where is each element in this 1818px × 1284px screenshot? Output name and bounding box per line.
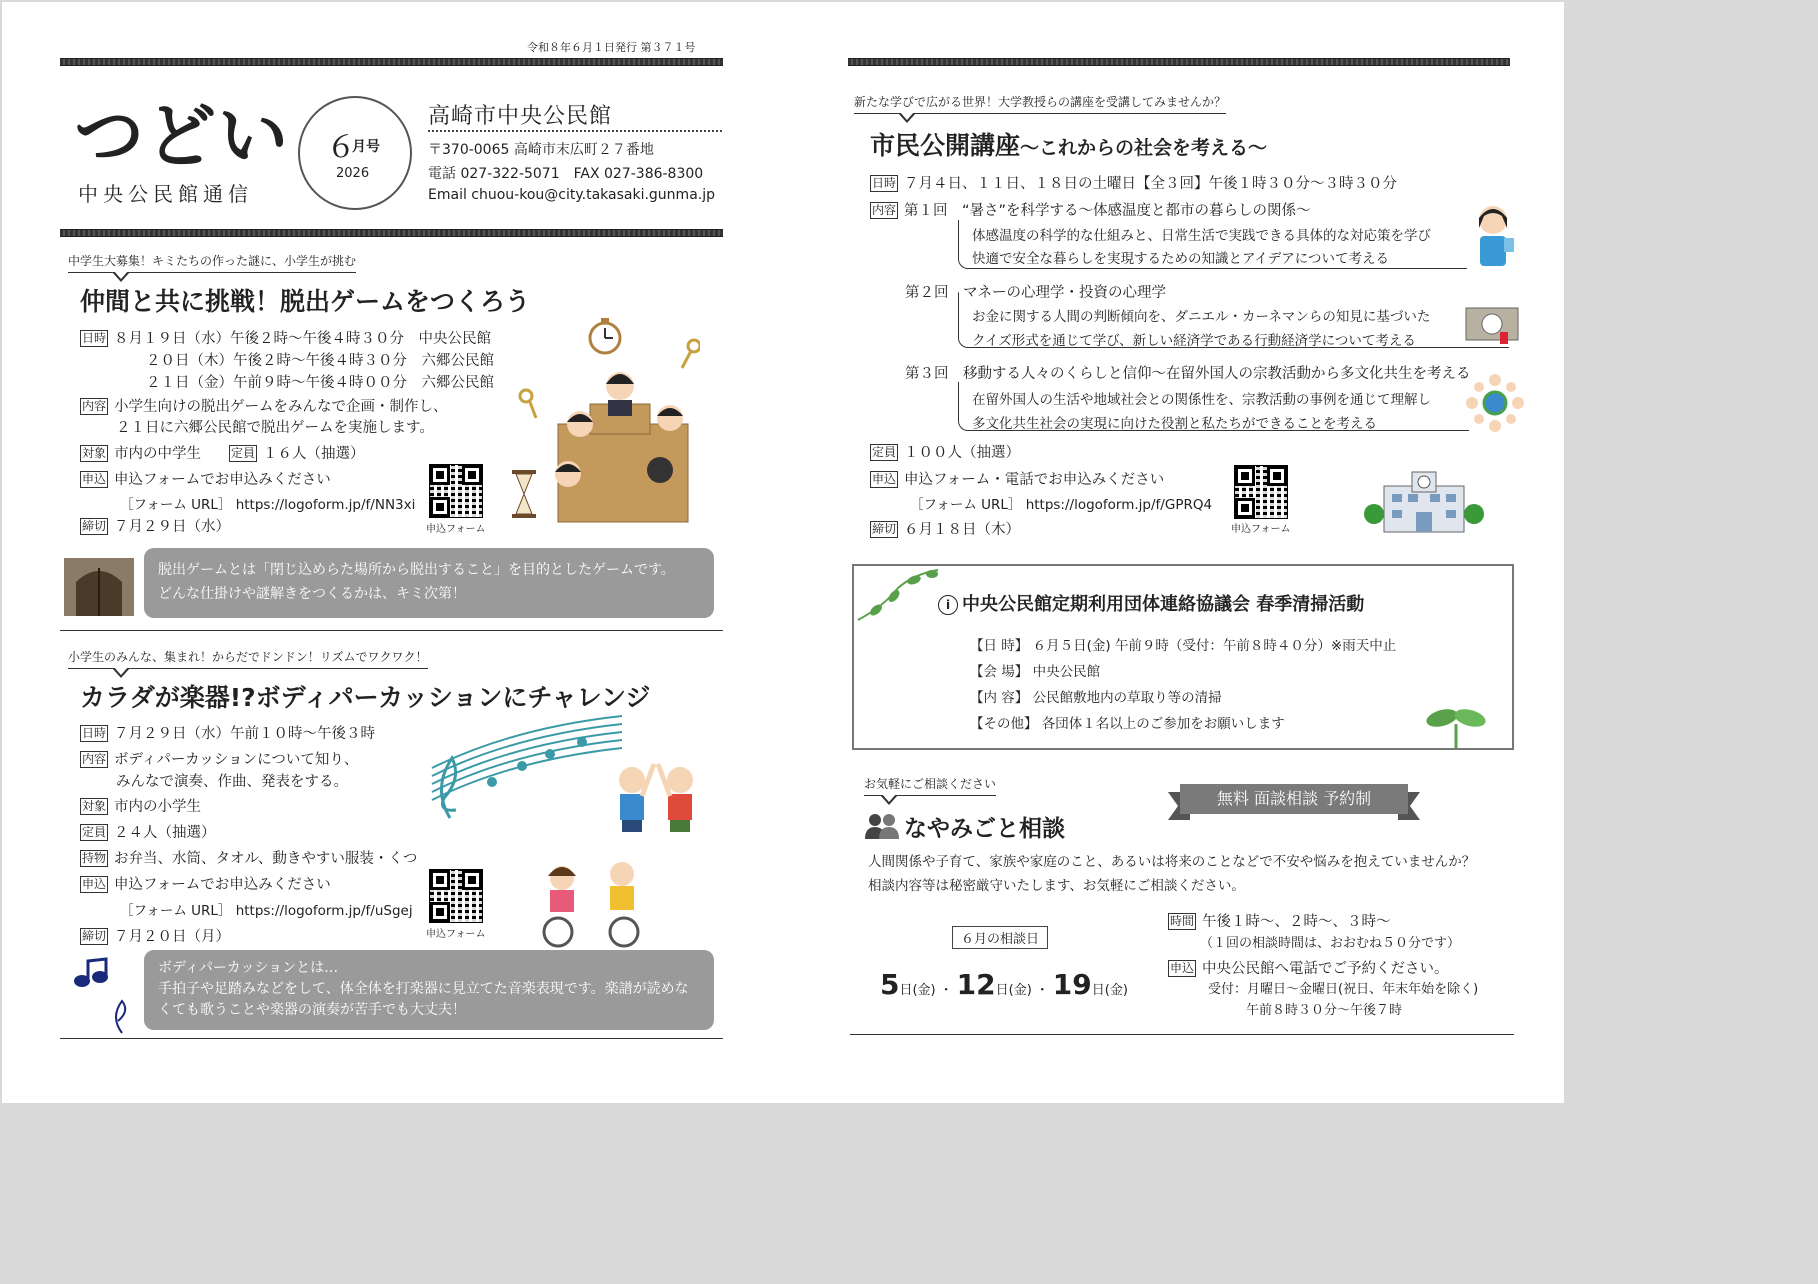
consult-time-label: 時間 bbox=[1170, 914, 1195, 928]
escape-date3: ２１日（金）午前９時～午後４時００分 六郷公民館 bbox=[146, 375, 494, 391]
percussion-deadline-label: 締切 bbox=[82, 929, 107, 943]
consult-time1: 午後１時～、２時～、３時～ bbox=[1202, 914, 1391, 930]
lecture-s3-head: 第３回 移動する人々のくらしと信仰～在留外国人の宗教活動から多文化共生を考える bbox=[905, 366, 1471, 382]
music-note-icon bbox=[70, 957, 134, 1037]
escape-date-row bbox=[80, 327, 491, 348]
month-number: ６ bbox=[326, 130, 356, 165]
percussion-cap-label: 定員 bbox=[82, 825, 107, 839]
key-icon-2 bbox=[520, 390, 536, 418]
consult-para2: 相談内容等は秘密厳守いたします、お気軽にご相談ください。 bbox=[868, 878, 1245, 894]
masthead-subtitle: 中央公民館通信 bbox=[78, 182, 253, 206]
percussion-apply-row bbox=[80, 873, 331, 894]
lecture-intro-pointer bbox=[898, 113, 916, 123]
escape-title: 仲間と共に挑戦！脱出ゲームをつくろう bbox=[80, 287, 531, 316]
escape-box-line1: 脱出ゲームとは「閉じ込めらた場所から脱出すること」を目的としたゲームです。 bbox=[158, 562, 675, 578]
consult-time2: （１回の相談時間は、おおむね５０分です） bbox=[1200, 936, 1461, 951]
university-building-icon bbox=[1364, 468, 1484, 534]
consult-apply1: 中央公民館へ電話でご予約ください。 bbox=[1202, 961, 1449, 977]
org-address: 〒370-0065 高崎市末広町２７番地 bbox=[428, 142, 654, 158]
lecture-s3-line1: 在留外国人の生活や地域社会との関係性を、宗教活動の事例を通じて理解し bbox=[972, 392, 1431, 408]
percussion-intro: 小学生のみんな、集まれ！からだでドンドン！リズムでワクワク！ bbox=[68, 648, 428, 669]
consult-apply-row bbox=[1168, 957, 1449, 978]
lecture-deadline-label: 締切 bbox=[872, 522, 897, 536]
escape-date1: ８月１９日（水）午後２時～午後４時３０分 中央公民館 bbox=[114, 331, 492, 347]
escape-url[interactable]: ［フォーム URL］ https://logoform.jp/f/NN3xi bbox=[120, 497, 416, 513]
escape-target: 市内の中学生 bbox=[114, 446, 202, 462]
percussion-content2: みんなで演奏、作曲、発表をする。 bbox=[116, 774, 348, 790]
cleanup-title: 中央公民館定期利用団体連絡協議会 春季清掃活動 bbox=[962, 594, 1365, 615]
percussion-content1: ボディパーカッションについて知り、 bbox=[114, 752, 359, 768]
vine-leaves-icon bbox=[854, 566, 944, 624]
masthead-title: つどい bbox=[74, 95, 290, 177]
org-underline bbox=[428, 130, 722, 132]
escape-deadline-row bbox=[80, 515, 230, 536]
lecture-title-main: 市民公開講座 bbox=[870, 131, 1021, 160]
lecture-s2-line1: お金に関する人間の判断傾向を、ダニエル・カーネマンらの知見に基づいた bbox=[972, 309, 1431, 325]
lecture-cap-row bbox=[870, 441, 1020, 462]
month-year: 2026 bbox=[336, 166, 370, 181]
percussion-title: カラダが楽器!?ボディパーカッションにチャレンジ bbox=[80, 683, 651, 712]
consult-days-label: ６月の相談日 bbox=[952, 926, 1048, 949]
percussion-cap: ２４人（抽選） bbox=[114, 825, 216, 841]
lecture-deadline-row bbox=[870, 518, 1020, 539]
lecture-s2-line2: クイズ形式を通じて学び、新しい経済学である行動経済学について考える bbox=[972, 333, 1416, 349]
cleanup-row-other: 【その他】 各団体１名以上のご参加をお願いします bbox=[970, 716, 1285, 732]
escape-qr-caption: 申込フォーム bbox=[426, 524, 486, 535]
lecture-qr-caption: 申込フォーム bbox=[1231, 524, 1291, 535]
escape-illustration bbox=[510, 314, 700, 526]
lecture-s1-line2: 快適で安全な暮らしを実現するための知識とアイデアについて考える bbox=[972, 251, 1390, 267]
consult-day3-suffix: 日(金) bbox=[1091, 983, 1128, 998]
lecture-title bbox=[870, 126, 1267, 162]
escape-apply-row bbox=[80, 468, 331, 489]
people-icon bbox=[864, 812, 900, 840]
escape-deadline-label: 締切 bbox=[82, 519, 107, 533]
percussion-apply: 申込フォームでお申込みください bbox=[114, 877, 331, 893]
lecture-date: ７月４日、１１日、１８日の土曜日【全３回】午後１時３０分～３時３０分 bbox=[904, 176, 1398, 192]
escape-box-line2: どんな仕掛けや謎解きをつくるかは、キミ次第！ bbox=[158, 586, 466, 602]
consult-day2: 12 bbox=[956, 968, 996, 1001]
percussion-content-row bbox=[80, 748, 358, 769]
percussion-qr-caption: 申込フォーム bbox=[426, 929, 486, 940]
percussion-box-line3: くても歌うことや楽器の演奏が苦手でも大丈夫！ bbox=[158, 1002, 466, 1018]
lecture-apply: 申込フォーム・電話でお申込みください bbox=[904, 472, 1165, 488]
escape-content-label: 内容 bbox=[82, 399, 107, 413]
percussion-info-box bbox=[144, 950, 714, 1030]
lecture-url[interactable]: ［フォーム URL］ https://logoform.jp/f/GPRQ4 bbox=[910, 497, 1213, 513]
percussion-date-row bbox=[80, 722, 375, 743]
newsletter-page bbox=[2, 2, 1564, 1103]
hourglass-icon bbox=[512, 470, 536, 518]
key-icon bbox=[682, 340, 700, 368]
bottom-rule-right bbox=[850, 1034, 1514, 1035]
music-staff-icon bbox=[432, 716, 622, 818]
consult-title-row bbox=[864, 810, 1065, 843]
lecture-apply-label: 申込 bbox=[872, 472, 897, 486]
percussion-date-label: 日時 bbox=[82, 726, 107, 740]
escape-info-box bbox=[144, 548, 714, 618]
escape-intro: 中学生大募集！キミたちの作った謎に、小学生が挑む bbox=[68, 252, 356, 273]
money-bill-icon bbox=[1464, 302, 1520, 346]
consult-sep2: ・ bbox=[1035, 983, 1049, 998]
escape-content1: 小学生向けの脱出ゲームをみんなで企画・制作し、 bbox=[114, 399, 448, 415]
cleanup-row-venue: 【会 場】 中央公民館 bbox=[970, 664, 1101, 680]
diverse-people-globe-icon bbox=[1464, 372, 1526, 434]
consult-intro: お気軽にご相談ください bbox=[864, 775, 996, 796]
woman-fanning-icon bbox=[1468, 202, 1518, 270]
month-suffix: 月号 bbox=[352, 139, 380, 155]
percussion-cap-row bbox=[80, 821, 216, 842]
escape-intro-pointer bbox=[112, 272, 130, 282]
top-rule bbox=[60, 58, 723, 66]
percussion-items: お弁当、水筒、タオル、動きやすい服装・くつ bbox=[114, 851, 418, 867]
org-email: Email chuou-kou@city.takasaki.gunma.jp bbox=[428, 187, 715, 203]
masthead-rule bbox=[60, 229, 723, 237]
consult-day1: 5 bbox=[880, 968, 900, 1001]
mid-rule-left bbox=[60, 630, 723, 631]
escape-cap: １６人（抽選） bbox=[263, 446, 365, 462]
percussion-apply-label: 申込 bbox=[82, 877, 107, 891]
consult-para1: 人間関係や子育て、家族や家庭のこと、あるいは将来のことなどで不安や悩みを抱えていませんか？ bbox=[868, 854, 1476, 870]
cleanup-title-row bbox=[938, 590, 1364, 616]
lecture-cap-label: 定員 bbox=[872, 445, 897, 459]
issue-line: 令和８年６月１日発行 第３７１号 bbox=[527, 41, 696, 54]
lecture-intro: 新たな学びで広がる世界！大学教授らの講座を受講してみませんか？ bbox=[854, 93, 1226, 114]
consult-apply-label: 申込 bbox=[1170, 961, 1195, 975]
lecture-cap: １００人（抽選） bbox=[904, 445, 1021, 461]
percussion-box-line2: 手拍子や足踏みなどをして、体全体を打楽器に見立てた音楽表現です。楽譜が読めな bbox=[158, 981, 689, 997]
lecture-date-row bbox=[870, 172, 1397, 193]
castle-door-icon bbox=[64, 558, 134, 616]
wheelchair-kids bbox=[544, 862, 638, 946]
kids-high-five bbox=[619, 764, 693, 832]
lecture-s2-head: 第２回 マネーの心理学・投資の心理学 bbox=[905, 285, 1166, 301]
cleanup-box bbox=[852, 564, 1514, 750]
consult-sep1: ・ bbox=[939, 983, 953, 998]
escape-deadline: ７月２９日（水） bbox=[114, 519, 231, 535]
percussion-target-row bbox=[80, 795, 201, 816]
lecture-apply-row bbox=[870, 468, 1164, 489]
lecture-date-label: 日時 bbox=[872, 176, 897, 190]
escape-content2: ２１日に六郷公民館で脱出ゲームを実施します。 bbox=[116, 420, 434, 436]
consult-title: なやみごと相談 bbox=[904, 816, 1065, 842]
escape-content-row bbox=[80, 395, 448, 416]
info-icon: i bbox=[938, 595, 958, 615]
lecture-qr-code[interactable] bbox=[1235, 466, 1287, 518]
cleanup-row-datetime: 【日 時】 ６月５日(金) 午前９時（受付：午前８時４０分）※雨天中止 bbox=[970, 638, 1397, 654]
lecture-content-label: 内容 bbox=[872, 203, 897, 217]
lecture-s1-row bbox=[870, 199, 1311, 220]
consult-day3: 19 bbox=[1052, 968, 1092, 1001]
percussion-url[interactable]: ［フォーム URL］ https://logoform.jp/f/uSgej bbox=[120, 903, 413, 919]
consult-time-row bbox=[1168, 910, 1391, 931]
month-badge bbox=[298, 96, 412, 210]
sprout-icon bbox=[1420, 696, 1490, 750]
cleanup-row-content: 【内 容】 公民館敷地内の草取り等の清掃 bbox=[970, 690, 1222, 706]
lecture-title-sub: ～これからの社会を考える～ bbox=[1020, 137, 1268, 159]
consult-apply2: 受付：月曜日～金曜日(祝日、年末年始を除く) bbox=[1208, 982, 1479, 997]
percussion-box-line1: ボディパーカッションとは… bbox=[158, 960, 339, 976]
bottom-rule-left bbox=[60, 1038, 723, 1039]
percussion-content-label: 内容 bbox=[82, 752, 107, 766]
consult-intro-pointer bbox=[880, 795, 898, 805]
lecture-deadline: ６月１８日（木） bbox=[904, 522, 1021, 538]
students-with-box bbox=[555, 372, 688, 522]
escape-apply-label: 申込 bbox=[82, 472, 107, 486]
escape-apply: 申込フォームでお申込みください bbox=[114, 472, 331, 488]
consult-ribbon bbox=[1168, 784, 1420, 818]
percussion-illustration bbox=[422, 708, 712, 948]
percussion-intro-pointer bbox=[112, 668, 130, 678]
lecture-s1-line1: 体感温度の科学的な仕組みと、日常生活で実践できる具体的な対応策を学び bbox=[972, 228, 1431, 244]
escape-date2: ２０日（木）午後２時～午後４時３０分 六郷公民館 bbox=[146, 353, 494, 369]
percussion-deadline-row bbox=[80, 925, 230, 946]
percussion-date: ７月２９日（水）午前１０時～午後３時 bbox=[114, 726, 376, 742]
escape-qr-code[interactable] bbox=[430, 465, 482, 517]
consult-apply3: 午前８時３０分～午後７時 bbox=[1246, 1003, 1403, 1018]
lecture-s3-line2: 多文化共生社会の実現に向けた役割と私たちができることを考える bbox=[972, 416, 1377, 432]
consult-day2-suffix: 日(金) bbox=[995, 983, 1032, 998]
org-tel: 電話 027-322-5071 FAX 027-386-8300 bbox=[428, 166, 704, 182]
escape-cap-label: 定員 bbox=[231, 446, 256, 460]
pocket-watch-icon bbox=[590, 318, 620, 353]
consult-days bbox=[880, 968, 1128, 1001]
consult-ribbon-text: 無料 面談相談 予約制 bbox=[1180, 784, 1408, 814]
top-rule-right bbox=[848, 58, 1510, 66]
escape-target-row bbox=[80, 442, 365, 463]
percussion-deadline: ７月２０日（月） bbox=[114, 929, 231, 945]
escape-target-label: 対象 bbox=[82, 446, 107, 460]
percussion-items-label: 持物 bbox=[82, 851, 107, 865]
lecture-s1-head: 第１回 “暑さ”を科学する～体感温度と都市の暮らしの関係～ bbox=[904, 203, 1311, 219]
org-name: 高崎市中央公民館 bbox=[428, 104, 613, 129]
percussion-items-row bbox=[80, 847, 417, 868]
escape-date-label: 日時 bbox=[82, 331, 107, 345]
percussion-target-label: 対象 bbox=[82, 799, 107, 813]
percussion-target: 市内の小学生 bbox=[114, 799, 202, 815]
consult-day1-suffix: 日(金) bbox=[899, 983, 936, 998]
